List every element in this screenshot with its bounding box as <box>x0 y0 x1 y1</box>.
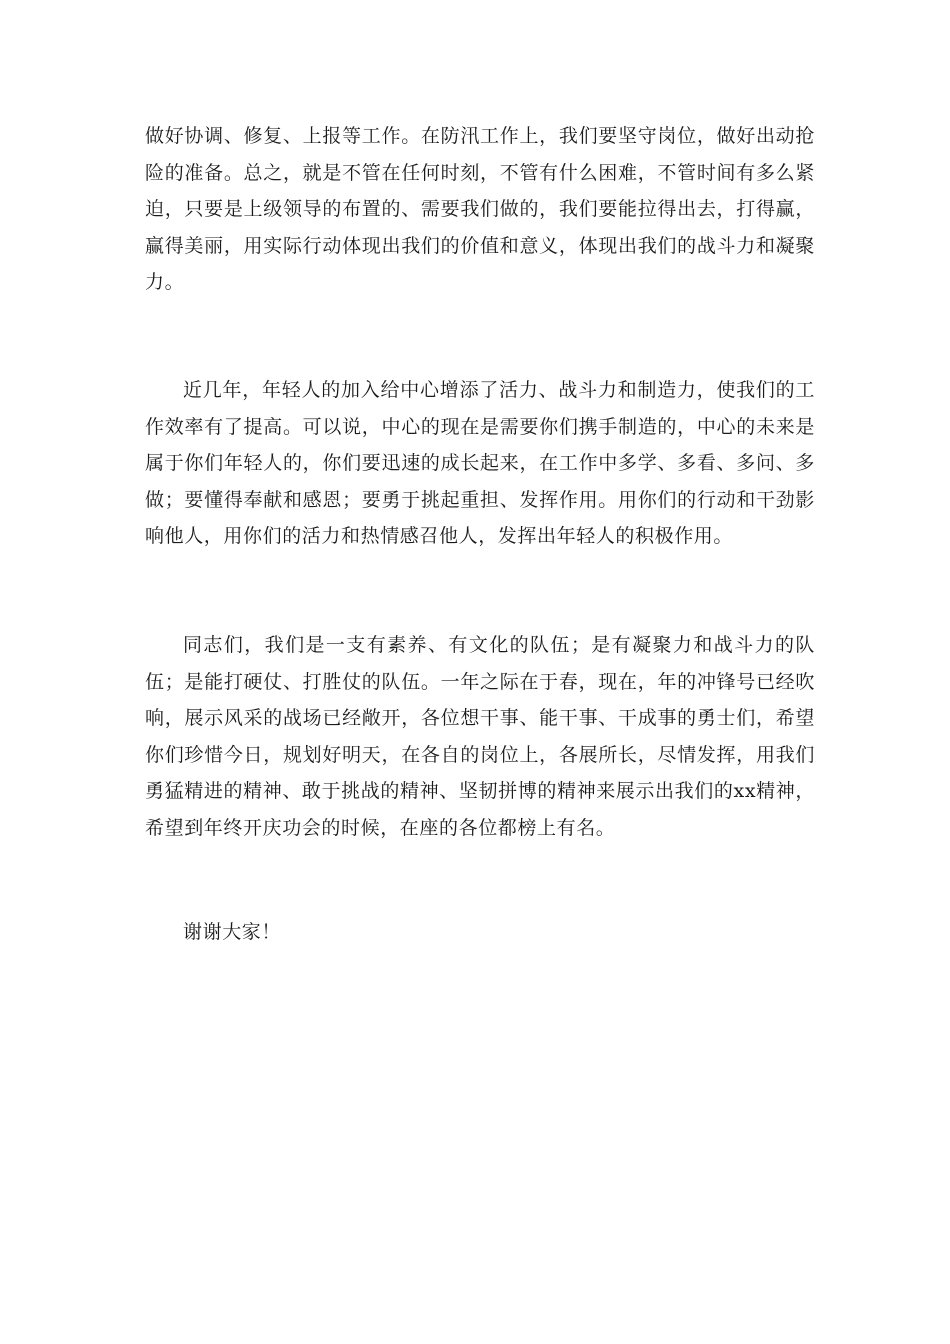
paragraph-comrades: 同志们，我们是一支有素养、有文化的队伍；是有凝聚力和战斗力的队伍；是能打硬仗、打胜仗的队伍。一年之际在于春，现在，年的冲锋号已经吹响，展示风采的战场已经敞开，各位想干事、能干事、干成事的勇士们，希望你们珍惜今日，规划好明天，在各自的岗位上，各展所长，尽情发挥，用我们勇猛精进的精神、敢于挑战的精神、坚韧拼博的精神来展示出我们的xx精神，希望到年终开庆功会的时候，在座的各位都榜上有名。 <box>145 634 815 839</box>
paragraph-continuation: 做好协调、修复、上报等工作。在防汛工作上，我们要坚守岗位，做好出动抢险的准备。总之，就是不管在任何时刻，不管有什么困难，不管时间有多么紧迫，只要是上级领导的布置的、需要我们做的，我们要能拉得出去，打得赢，赢得美丽，用实际行动体现出我们的价值和意义，体现出我们的战斗力和凝聚力。 <box>145 125 815 293</box>
paragraph-thanks: 谢谢大家！ <box>183 921 282 943</box>
paragraph-young-people: 近几年，年轻人的加入给中心增添了活力、战斗力和制造力，使我们的工作效率有了提高。可以说，中心的现在是需要你们携手制造的，中心的未来是属于你们年轻人的，你们要迅速的成长起来，在工作中多学、多看、多问、多做；要懂得奉献和感恩；要勇于挑起重担、发挥作用。用你们的行动和干劲影响他人，用你们的活力和热情感召他人，发挥出年轻人的积极作用。 <box>145 379 815 547</box>
